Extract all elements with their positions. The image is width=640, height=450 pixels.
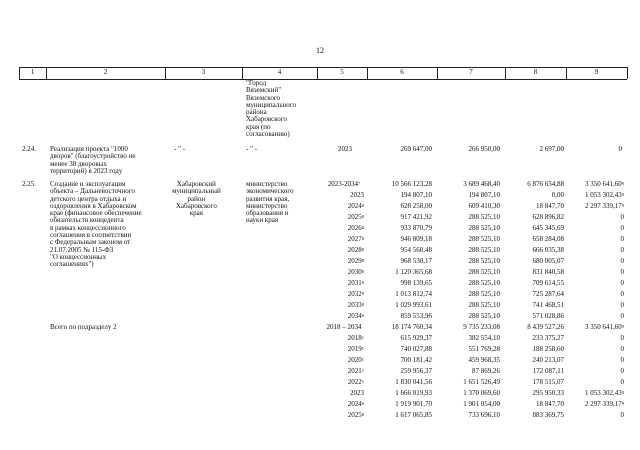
header-col-7: 7 bbox=[469, 68, 473, 76]
value-other: 0 bbox=[620, 289, 624, 298]
value-regional: 288 525,10 bbox=[468, 289, 500, 298]
value-regional: 288 525,10 bbox=[468, 245, 500, 254]
value-total: 628 258,00 bbox=[400, 202, 432, 211]
value-total: 18 174 760,34 bbox=[391, 323, 432, 331]
year-cell: 2027$^8$ bbox=[347, 235, 364, 243]
row-225-executor: Хабаровский муниципальный район Хабаровского края bbox=[172, 180, 221, 218]
year-cell: 2021$^1$ bbox=[347, 367, 364, 376]
value-local: 666 035,38 bbox=[532, 245, 564, 254]
value-local: 172 087,11 bbox=[532, 367, 564, 376]
header-col-3: 3 bbox=[201, 68, 206, 76]
year-cell: 2026$^8$ bbox=[347, 224, 364, 233]
value-local: 831 840,58 bbox=[532, 267, 564, 276]
value-local: 178 515,07 bbox=[532, 378, 564, 387]
value-total: 859 553,96 bbox=[400, 311, 432, 320]
row-224-coexecutor: - " - bbox=[246, 145, 258, 153]
row-225-coexecutor: министерство экономического развития края, министерство образования и науки края bbox=[246, 180, 294, 225]
year-cell: 2020$^1$ bbox=[347, 356, 364, 365]
value-regional: 9 735 233,08 bbox=[463, 323, 500, 331]
value-other: 0 bbox=[620, 345, 624, 354]
value-local: 188 258,60 bbox=[532, 345, 564, 354]
value-other: 0 bbox=[620, 411, 624, 420]
value-other: 0 bbox=[620, 278, 624, 287]
value-local: 233 375,27 bbox=[532, 334, 564, 343]
value-local: 18 847,70 bbox=[536, 400, 564, 409]
value-local: 6 876 654,88 bbox=[527, 180, 564, 188]
value-regional: 194 807,10 bbox=[468, 191, 500, 200]
value-other: 0 bbox=[620, 213, 624, 222]
year-cell: 2022$^1$ bbox=[347, 378, 364, 387]
value-other: 1 053 302,43$^9$ bbox=[585, 191, 624, 200]
row-224-total: 269 647,00 bbox=[400, 145, 432, 153]
year-cell: 2025$^8$ bbox=[347, 411, 364, 420]
value-other: 0 bbox=[620, 378, 624, 387]
year-cell: 2018$^1$ bbox=[347, 334, 364, 343]
value-total: 946 809,18 bbox=[400, 235, 432, 243]
value-regional: 288 525,10 bbox=[468, 213, 500, 222]
value-regional: 288 525,10 bbox=[468, 256, 500, 265]
value-local: 18 847,70 bbox=[536, 202, 564, 211]
value-local: 680 005,07 bbox=[532, 256, 564, 265]
value-total: 917 421,92 bbox=[400, 213, 432, 222]
header-col-1: 1 bbox=[30, 68, 35, 76]
value-total: 700 181,42 bbox=[400, 356, 432, 365]
value-local: 658 284,08 bbox=[532, 235, 564, 243]
year-cell: 2029$^8$ bbox=[347, 256, 364, 265]
row-224-other: 0 bbox=[618, 145, 622, 153]
value-local: 741 468,51 bbox=[532, 300, 564, 309]
year-cell: 2019$^1$ bbox=[347, 345, 364, 354]
value-total: 1 666 019,93 bbox=[395, 389, 432, 398]
value-total: 259 956,37 bbox=[400, 367, 432, 376]
value-other: 0 bbox=[620, 245, 624, 254]
value-other: 3 350 641,60$^9$ bbox=[585, 180, 624, 188]
year-cell: 2024$^8$ bbox=[347, 202, 364, 211]
year-cell: 2023-2034$^7$ bbox=[327, 180, 361, 188]
value-regional: 382 554,10 bbox=[468, 334, 500, 343]
value-other: 0 bbox=[620, 300, 624, 309]
value-regional: 609 410,30 bbox=[468, 202, 500, 211]
value-regional: 1 651 526,49 bbox=[463, 378, 500, 387]
value-other: 3 350 641,60$^9$ bbox=[585, 323, 624, 331]
value-regional: 288 525,10 bbox=[468, 224, 500, 233]
row-224-name: Реализация проекта "1000 дворов" (благоустройство не менее 38 дворовых территорий) в 2023 году bbox=[50, 145, 136, 175]
header-col-4: 4 bbox=[277, 68, 282, 76]
header-col-6: 6 bbox=[400, 68, 404, 76]
header-col-8: 8 bbox=[533, 68, 538, 76]
value-regional: 288 525,10 bbox=[468, 267, 500, 276]
value-regional: 733 696,10 bbox=[468, 411, 500, 420]
value-total: 740 027,88 bbox=[400, 345, 432, 354]
value-total: 1 029 993,61 bbox=[395, 300, 432, 309]
value-other: 0 bbox=[620, 267, 624, 276]
value-total: 1 120 365,68 bbox=[395, 267, 432, 276]
value-other: 0 bbox=[620, 356, 624, 365]
value-other: 0 bbox=[620, 256, 624, 265]
header-col-9: 9 bbox=[594, 68, 599, 76]
value-total: 194 807,10 bbox=[400, 191, 432, 200]
value-regional: 288 525,10 bbox=[468, 278, 500, 287]
value-local: 571 028,86 bbox=[532, 311, 564, 320]
header-divider bbox=[627, 67, 628, 79]
year-cell: 2023 bbox=[350, 389, 364, 398]
value-other: 2 297 339,17$^9$ bbox=[585, 202, 624, 211]
value-other: 1 053 302,43$^9$ bbox=[585, 389, 624, 398]
year-cell: 2034$^8$ bbox=[347, 311, 364, 320]
header-bottom-border bbox=[19, 79, 627, 80]
value-regional: 1 901 054,00 bbox=[463, 400, 500, 409]
value-total: 615 929,37 bbox=[400, 334, 432, 343]
value-total: 998 139,65 bbox=[400, 278, 432, 287]
value-local: 725 287,64 bbox=[532, 289, 564, 298]
value-other: 0 bbox=[620, 311, 624, 320]
value-total: 954 560,48 bbox=[400, 245, 432, 254]
year-cell: 2025$^8$ bbox=[347, 213, 364, 222]
year-cell: 2023 bbox=[350, 191, 364, 200]
year-cell: 2031$^8$ bbox=[347, 278, 364, 287]
value-local: 709 614,55 bbox=[532, 278, 564, 287]
row-224-local: 2 697,00 bbox=[539, 145, 564, 153]
value-total: 1 617 065,85 bbox=[395, 411, 432, 420]
value-regional: 288 525,10 bbox=[468, 300, 500, 309]
value-other: 0 bbox=[620, 235, 624, 243]
row-225-name: Создание и эксплуатация объекта – Дальневосточного детского центра отдыха и оздоровления в Хабаровском крае (финансовое обеспечение обязательств концедента в рамках концессионного соглашения в соответствии с Федеральным законом от 21.07.2005 № 115-ФЗ "О концессионных соглашениях") bbox=[50, 180, 142, 269]
value-local: 240 213,07 bbox=[532, 356, 564, 365]
year-cell: 2032$^8$ bbox=[347, 289, 364, 298]
value-other: 2 297 339,17$^9$ bbox=[585, 400, 624, 409]
row-224-year: 2023 bbox=[338, 145, 352, 153]
value-local: 8 439 527,26 bbox=[527, 323, 564, 331]
value-regional: 3 689 468,40 bbox=[463, 180, 500, 188]
value-local: 645 345,69 bbox=[532, 224, 564, 233]
row-225-number: 2.25. bbox=[22, 180, 36, 188]
year-cell: 2024$^8$ bbox=[347, 400, 364, 409]
value-regional: 1 370 069,60 bbox=[463, 389, 500, 398]
value-regional: 288 525,10 bbox=[468, 235, 500, 243]
value-regional: 551 769,28 bbox=[468, 345, 500, 354]
value-other: 0 bbox=[620, 224, 624, 233]
value-local: 295 950,33 bbox=[532, 389, 564, 398]
header-col-2: 2 bbox=[103, 68, 108, 76]
year-cell: 2028$^8$ bbox=[347, 245, 364, 254]
continued-col4-text: "Город Вяземский" Вяземского муниципального района Хабаровского края (по согласованию) bbox=[246, 79, 296, 139]
year-cell: 2018 – 2034 bbox=[326, 323, 362, 331]
value-local: 883 369,75 bbox=[532, 411, 564, 420]
value-regional: 87 869,26 bbox=[472, 367, 500, 376]
value-other: 0 bbox=[620, 367, 624, 376]
total-label: Всего по подразделу 2 bbox=[50, 323, 117, 331]
value-other: 0 bbox=[620, 334, 624, 343]
row-224-number: 2.24. bbox=[22, 145, 36, 153]
value-local: 628 896,82 bbox=[532, 213, 564, 222]
value-regional: 459 968,35 bbox=[468, 356, 500, 365]
value-total: 968 530,17 bbox=[400, 256, 432, 265]
year-cell: 2033$^8$ bbox=[347, 300, 364, 309]
page-number: 12 bbox=[316, 46, 324, 55]
row-224-executor: - " - bbox=[174, 145, 186, 153]
value-total: 1 830 041,56 bbox=[395, 378, 432, 387]
value-total: 10 566 123,28 bbox=[391, 180, 432, 188]
header-col-5: 5 bbox=[340, 68, 344, 76]
value-total: 1 919 901,70 bbox=[395, 400, 432, 409]
row-224-regional: 266 950,00 bbox=[468, 145, 500, 153]
value-local: 0,00 bbox=[551, 191, 564, 200]
value-total: 933 870,79 bbox=[400, 224, 432, 233]
value-regional: 288 525,10 bbox=[468, 311, 500, 320]
value-total: 1 013 812,74 bbox=[395, 289, 432, 298]
year-cell: 2030$^8$ bbox=[347, 267, 364, 276]
